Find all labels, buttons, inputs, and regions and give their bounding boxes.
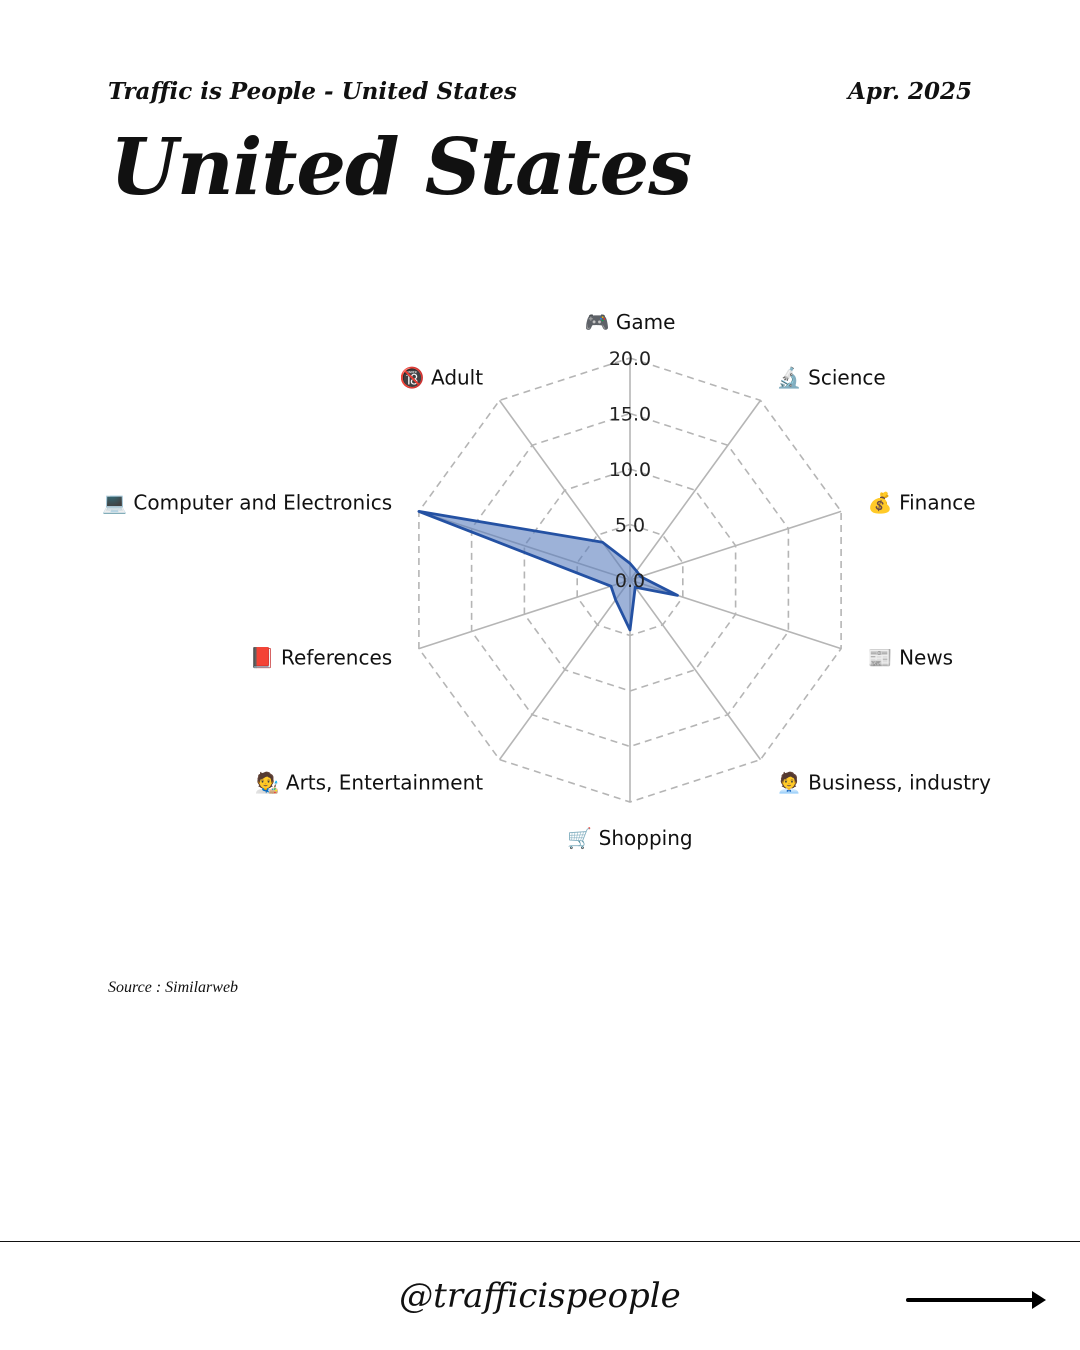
category-icon: 🧑‍🎨 bbox=[254, 770, 286, 795]
date-label: Apr. 2025 bbox=[848, 78, 972, 105]
category-name: Game bbox=[615, 310, 676, 334]
social-handle: @trafficispeople bbox=[399, 1276, 681, 1316]
category-label bbox=[102, 491, 392, 515]
category-icon: 📰 bbox=[867, 645, 900, 670]
category-icon: 🔬 bbox=[776, 365, 809, 390]
category-name: Science bbox=[808, 365, 886, 390]
category-name: Adult bbox=[430, 365, 484, 390]
r-tick-label: 0.0 bbox=[614, 570, 646, 592]
r-tick-label: 15.0 bbox=[608, 403, 652, 426]
footer-divider bbox=[0, 1241, 1080, 1242]
r-tick-label: 5.0 bbox=[614, 514, 646, 537]
category-label bbox=[250, 645, 392, 669]
category-label bbox=[585, 310, 676, 334]
category-icon: 💰 bbox=[867, 490, 900, 515]
category-label bbox=[255, 770, 484, 794]
category-icon: 🧑‍💼 bbox=[776, 770, 809, 795]
category-name: Finance bbox=[899, 490, 976, 515]
category-name: Computer and Electronics bbox=[133, 490, 393, 515]
category-icon: 🛒 bbox=[567, 826, 599, 850]
category-icon: 📕 bbox=[249, 645, 282, 670]
r-tick-label: 10.0 bbox=[608, 459, 652, 481]
next-arrow-icon[interactable] bbox=[906, 1288, 1048, 1312]
category-label bbox=[777, 366, 886, 390]
category-name: Arts, Entertainment bbox=[285, 770, 484, 795]
category-label bbox=[868, 645, 953, 669]
category-name: References bbox=[281, 645, 393, 670]
r-tick-label: 20.0 bbox=[608, 348, 652, 370]
series-title: Traffic is People - United States bbox=[108, 78, 517, 105]
category-name: Business, industry bbox=[808, 770, 992, 795]
category-icon: 🎮 bbox=[584, 310, 616, 334]
category-icon: 🔞 bbox=[399, 365, 431, 390]
category-label bbox=[400, 366, 484, 390]
spoke-6 bbox=[500, 580, 631, 760]
category-label bbox=[777, 770, 991, 794]
spoke-4 bbox=[630, 580, 761, 760]
source-note: Source : Similarweb bbox=[108, 979, 239, 996]
page-title: United States bbox=[110, 122, 692, 213]
category-name: News bbox=[899, 645, 954, 670]
category-icon: 💻 bbox=[102, 490, 134, 515]
spoke-1 bbox=[630, 400, 761, 580]
category-label bbox=[868, 491, 976, 515]
category-name: Shopping bbox=[598, 826, 693, 850]
category-label bbox=[567, 826, 692, 850]
